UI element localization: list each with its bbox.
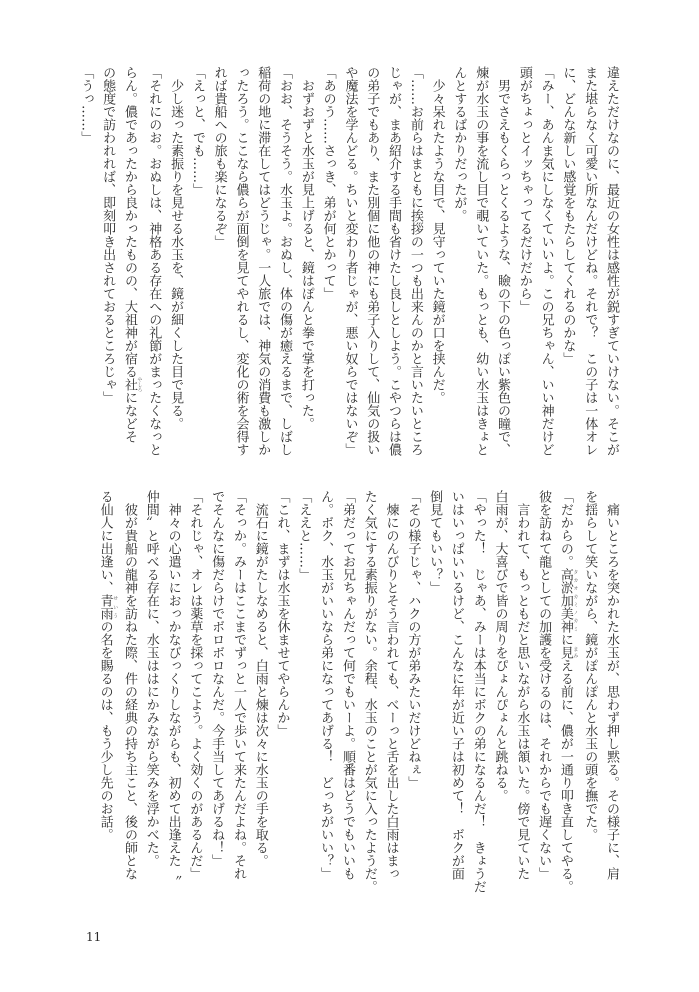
ruby-reading: まみ (572, 646, 579, 659)
text-segment: 「そっか。みーはここまでずっと一人で歩いて来たんだよね。それ (230, 490, 246, 880)
text-line (578, 490, 600, 900)
text-line (336, 490, 358, 900)
text-segment: 仲間〟と呼べる存在に、水玉ははにかみながら笑みを浮かべた。 (143, 490, 159, 867)
text-line (75, 66, 97, 476)
text-line (249, 490, 271, 900)
text-segment: の弟子でもあり、また別個に他の神にも弟子入りして、仙気の扱い (364, 66, 380, 456)
text-segment: や魔法を学んどる。ちいと変わり者じゃが、悪い奴らではないぞ」 (342, 66, 358, 456)
text-segment: れば貴船への旅も楽になるぞ」 (211, 66, 227, 248)
text-segment: 流石に鏡がたしなめると、白雨と煉は次々に水玉の手を取る。 (252, 490, 268, 867)
text-line (314, 490, 336, 900)
text-segment: 煉が水玉の事を流し目で覗いていた。もっとも、幼い水玉はきょと (473, 66, 489, 456)
text-segment: じゃが、まあ紹介する手間も省けたし良しとしよう。こやつらは儂 (386, 66, 402, 456)
text-segment: いはいっぱいいるけど、こんなに年が近い子は初めて！ ボクが面 (448, 490, 464, 880)
text-line (426, 66, 448, 476)
ruby-reading: やしろ (136, 377, 143, 392)
text-segment: の名を賜るのは、もう少し先のお話。 (97, 620, 113, 841)
top-text-block (75, 66, 622, 476)
text-line (513, 66, 535, 476)
text-segment: 痛いところを突かれた水玉が、思わず押し黙る。その様子に、肩 (604, 490, 619, 880)
text-line (227, 490, 249, 900)
text-segment: 倒見てもいい？」 (427, 490, 443, 594)
text-line (162, 490, 184, 900)
bottom-text-block (94, 490, 622, 900)
text-line (295, 66, 317, 476)
text-segment: 白雨が、大喜びで皆の周りをぴょんぴょんと跳ねる。 (492, 490, 508, 802)
text-line (142, 66, 164, 476)
text-line (445, 490, 467, 900)
text-segment: 男でさえもくらっとくるような、瞼の下の色っぽい紫色の瞳で、 (495, 66, 511, 456)
text-line (380, 490, 402, 900)
text-line (273, 66, 295, 476)
text-segment: 「それじゃ、オレは薬草を採ってこよう。よく効くのがあるんだ」 (187, 490, 203, 880)
text-line (164, 66, 186, 476)
text-segment: 彼が貴船の龍神を訪ねた際、件の経典の持ち主こと、後の師とな (121, 490, 137, 880)
text-segment: 「その様子じゃ、ハクの方が弟みたいだけどねぇ」 (405, 490, 421, 789)
text-segment: 頭がちょっとイッちゃってるだけだから」 (516, 66, 532, 313)
text-line (382, 66, 404, 476)
text-segment: 彼を訪ねて龍としての加護を受けるのは、それからでも遅くない」 (536, 490, 552, 880)
text-line (251, 66, 273, 476)
text-segment: 「それにのお。おぬしは、神格ある存在への礼節がまったくなっと (146, 66, 162, 456)
text-line (491, 66, 513, 476)
text-segment: を揺らして笑いながら、鏡がぽんぽんと水玉の頭を撫でた。 (582, 490, 598, 841)
ruby-annotated-word (121, 377, 143, 392)
ruby-reading: タカオカミノカミ (572, 568, 579, 633)
text-segment: 「これ、まずは水玉を休ませてやらんか」 (274, 490, 290, 737)
ruby-base: 高淤加美神 (557, 568, 573, 633)
text-segment: 「ええと……」 (296, 490, 312, 581)
text-line (208, 66, 230, 476)
text-line (96, 66, 118, 476)
text-line (317, 66, 339, 476)
text-line (271, 490, 293, 900)
page-number: 11 (86, 930, 102, 944)
text-segment: 「えっと、でも……」 (189, 66, 205, 196)
text-line (404, 66, 426, 476)
text-line (489, 490, 511, 900)
text-segment: に (557, 633, 573, 646)
text-line (293, 490, 315, 900)
text-segment: ん。ボク、水玉がいいなら弟になってあげる！ どっちがいい？」 (318, 490, 334, 880)
text-line (118, 66, 142, 476)
text-line (511, 490, 533, 900)
text-segment: でそんなに傷だらけでボロボロなんだ。今手当してあげるね！」 (209, 490, 225, 867)
ruby-annotated-word (97, 594, 119, 620)
text-segment: る仙人に出逢い、 (97, 490, 113, 594)
text-line (535, 66, 557, 476)
text-segment: また堪らなく可愛い所なんだけどね。それで？ この子は一体オレ (582, 66, 598, 456)
text-line (448, 66, 470, 476)
text-line (140, 490, 162, 900)
text-line (467, 490, 489, 900)
text-segment: 「弟だってお兄ちゃんだって何でもいーよ。順番はどうでもいいも (339, 490, 355, 880)
text-segment: える前に、儂が一通り叩き直してやる。 (557, 659, 573, 893)
text-segment: 「やった！ じゃあ、みーは本当にボクの弟になるんだ！ きょうだ (470, 490, 486, 893)
text-segment: んとするばかりだったが。 (451, 66, 467, 222)
text-segment: たく気にする素振りがない。余程、水玉のことが気に入ったようだ。 (361, 490, 377, 893)
text-segment: 言われて、もっともだと思いながら水玉は頷いた。傍で見ていた (514, 490, 530, 880)
ruby-base: 見 (557, 646, 573, 659)
text-segment: 少し迷った素振りを見せる水玉を、鏡が細くした目で見る。 (168, 66, 184, 430)
text-segment: 「だからの。 (557, 490, 573, 568)
text-line (600, 66, 622, 476)
text-segment: 「おお、そうそう。水玉よ。おぬし、体の傷が癒えるまで、しばし (277, 66, 293, 456)
text-line (230, 66, 252, 476)
text-segment: 「みー、あんま気にしなくていいよ。この兄ちゃん、いい神だけど (538, 66, 554, 456)
text-segment: おずおずと水玉が見上げると、鏡はぽんと拳で掌を打った。 (298, 66, 314, 430)
text-line (600, 490, 622, 900)
text-segment: 稲荷の地に滞在してはどうじゃ。一人旅では、神気の消費も激しか (255, 66, 271, 456)
text-line (205, 490, 227, 900)
ruby-annotated-word (557, 568, 579, 633)
text-line (423, 490, 445, 900)
text-line (118, 490, 140, 900)
text-line (358, 490, 380, 900)
ruby-annotated-word (557, 646, 579, 659)
ruby-reading: せいう (112, 594, 119, 620)
text-segment: になどそ (121, 391, 137, 443)
text-line (360, 66, 382, 476)
text-segment: 違えただけなのに、最近の女性は感性が鋭すぎていけない。そこが (604, 66, 619, 456)
text-line (339, 66, 361, 476)
text-line (402, 490, 424, 900)
text-line (557, 66, 579, 476)
text-line (554, 490, 578, 900)
text-segment: らん。儂であったから良かったものの、大祖神が宿る (121, 66, 137, 378)
text-segment: 少々呆れたような目で、見守っていた鏡が口を挟んだ。 (429, 66, 445, 404)
text-line (186, 66, 208, 476)
text-segment: 「……お前らはまともに挨拶の一つも出来んのかと言いたいところ (407, 66, 423, 456)
text-line (94, 490, 118, 900)
text-segment: に、どんな新しい感覚をもたらしてくれるのかな」 (560, 66, 576, 365)
ruby-base: 社 (121, 377, 137, 392)
text-segment: 「うっ……」 (78, 66, 94, 144)
text-segment: 煉にのんびりとそう言われても、べーっと舌を出した白雨はまっ (383, 490, 399, 880)
text-line (578, 66, 600, 476)
text-segment: 神々の心遣いにおっかなびっくりしながらも、初めて出逢えた〝 (165, 490, 181, 880)
text-line (469, 66, 491, 476)
text-line (532, 490, 554, 900)
text-line (184, 490, 206, 900)
text-segment: の態度で訪われれば、即刻叩き出されておるところじゃ」 (100, 66, 116, 404)
text-segment: 「あのう……さっき、弟が何とかって」 (320, 66, 336, 300)
text-segment: ったろう。ここなら儂らが面倒を見てやれるし、変化の術を会得す (233, 66, 249, 456)
ruby-base: 青雨 (97, 594, 113, 620)
